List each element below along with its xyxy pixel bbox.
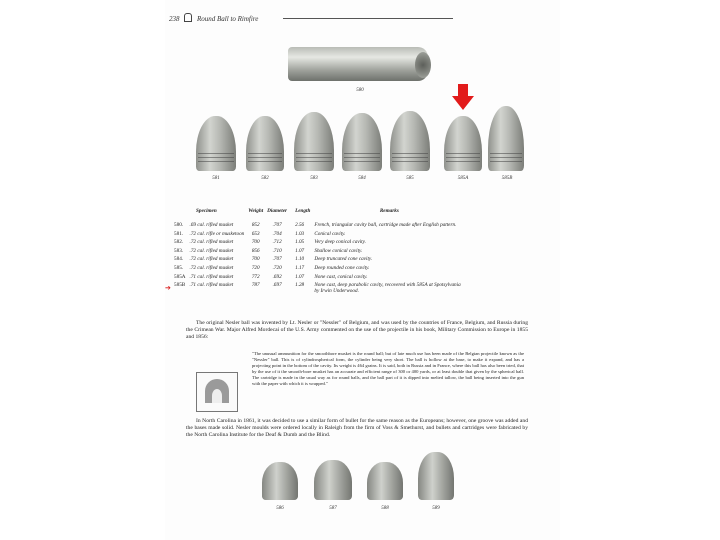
header-diameter: Diameter: [267, 208, 288, 214]
caption-580: 580: [356, 88, 364, 93]
cell-weight: 856: [251, 247, 260, 254]
cell-description: .72 cal. rifle or musketoon: [189, 230, 245, 237]
caption-585: 585: [406, 176, 414, 181]
bullet-587-image: [314, 460, 352, 500]
caption-587: 587: [329, 506, 337, 511]
cell-weight: 700: [251, 256, 260, 263]
cell-specimen-id: 585.: [174, 264, 184, 271]
cell-remarks: None cast, deep parabolic cavity, recovered with 585A at Spotsylvania by Irwin Underwood.: [314, 282, 461, 295]
cell-description: .71 cal. rifled musket: [189, 273, 234, 280]
closing-paragraph: In North Carolina in 1861, it was decided to use a similar form of bullet for the same reason as the Europeans; however, one groove was added and the bases made solid. Nesler moulds were ordered locally in Raleigh from the firm of Voss & Smethurst, and bullets and cartridges were fabricated by the North Carolina Institute for the Deaf & Dumb and the Blind.: [186, 418, 528, 438]
cell-description: .69 cal. rifled musket: [189, 222, 234, 228]
cell-diameter: .704: [272, 230, 282, 237]
header-specimen: Specimen: [196, 208, 217, 214]
cell-diameter: .707: [272, 222, 282, 228]
cell-specimen-id: 585A: [174, 273, 186, 280]
running-title: Round Ball to Rimfire: [197, 15, 259, 23]
cell-diameter: .712: [272, 239, 282, 246]
cell-diameter: .697: [272, 282, 282, 289]
caption-586: 586: [276, 506, 284, 511]
mordecai-quote: "The unusual ammunition for the smoothbore musket is the round ball; but of late much use has been made of the Belgian projectile known as the "Nessler" ball. This is of cylindrospherical form, the cylinder being very short. The ball is hollow at the base, to make it expand, and has a projecting point in the bottom of the cavity. Its weight is 464 grains. It is said, both in Russia and in France, where this ball has also been tried, that by the use of it the smooth-bore musket has an accurate and efficient range of 300 or 400 yards, or at least double that given by the spherical ball. The cartridge is made in the usual way as for round balls, and the ball part of it is dipped into melted tallow, the ball being inserted into the gun with the paper with which it is wrapped.": [252, 351, 524, 386]
cell-weight: 700: [251, 239, 260, 246]
caption-583: 583: [310, 176, 318, 181]
header-remarks: Remarks: [379, 208, 399, 214]
bullet-588-image: [367, 462, 403, 500]
ball-cross-section: [205, 379, 229, 403]
running-header: [169, 13, 258, 23]
red-down-arrow-icon: [452, 84, 474, 110]
table-row: [172, 282, 466, 294]
cell-diameter: .710: [272, 247, 282, 254]
page-number: 238: [169, 15, 180, 23]
bullet-586-image: [262, 462, 298, 500]
caption-584: 584: [358, 176, 366, 181]
cell-remarks: French, triangular cavity ball, cartridge made after English pattern.: [314, 222, 457, 228]
cell-weight: 653: [251, 230, 260, 237]
cell-length: 1.03: [295, 230, 305, 237]
caption-588: 588: [381, 506, 389, 511]
cell-remarks: Deep truncated cone cavity.: [314, 256, 373, 263]
table-row: [172, 256, 466, 265]
cell-diameter: .692: [272, 273, 282, 280]
cell-length: 1.05: [295, 239, 305, 246]
table-row: [172, 239, 466, 248]
cell-remarks: Shallow conical cavity.: [314, 247, 363, 254]
helmet-icon: [184, 13, 192, 22]
cell-weight: 720: [251, 264, 260, 271]
cell-length: 1.07: [295, 273, 305, 280]
cell-specimen-id: 585B: [174, 282, 186, 289]
cell-length: 1.07: [295, 247, 305, 254]
table-row: [172, 265, 466, 274]
caption-585b: 585B: [501, 176, 513, 181]
cell-description: .72 cal. rifled musket: [189, 239, 234, 246]
cell-remarks: Very deep conical cavity.: [314, 239, 366, 246]
cell-specimen-id: 580.: [174, 222, 184, 228]
intro-paragraph: The original Nesler ball was invented by Lt. Nesler or "Nessler" of Belgium, and was used by the countries of France, Belgium, and Russia during the Crimean War. Major Alfred Mordecai of the U.S. Army commented on the use of the projectile in his book, Military Commission to Europe in 1855 and 1856:: [186, 320, 528, 340]
bullet-589-image: [418, 452, 454, 500]
specimen-table: [172, 208, 466, 294]
cartridge-580-end: [415, 52, 431, 78]
cell-description: .72 cal. rifled musket: [189, 264, 234, 271]
cell-specimen-id: 584.: [174, 256, 184, 263]
cell-diameter: .707: [272, 256, 282, 263]
header-weight: Weight: [248, 208, 264, 214]
table-header-row: [172, 208, 466, 222]
caption-585a: 585A: [457, 176, 469, 181]
cell-remarks: Deep rounded cone cavity.: [314, 264, 370, 271]
ball-hollow-base: [212, 389, 222, 403]
cell-length: 1.17: [295, 264, 305, 271]
cell-remarks: None cast, conical cavity.: [314, 273, 368, 280]
caption-581: 581: [212, 176, 220, 181]
row-arrow-icon: ➔: [165, 284, 171, 292]
caption-582: 582: [261, 176, 269, 181]
cell-weight: 787: [251, 282, 260, 289]
cell-description: .72 cal. rifled musket: [189, 247, 234, 254]
cell-weight: 852: [251, 222, 260, 228]
cell-specimen-id: 582.: [174, 239, 184, 246]
cell-weight: 772: [251, 273, 260, 280]
nessler-ball-diagram: [196, 372, 238, 412]
cell-description: .71 cal. rifled musket: [189, 282, 234, 289]
header-rule: [283, 18, 453, 19]
cell-remarks: Conical cavity.: [314, 230, 346, 237]
cell-diameter: .720: [272, 264, 282, 271]
cell-specimen-id: 581.: [174, 230, 184, 237]
cell-length: 2.56: [295, 222, 305, 228]
cell-length: 1.10: [295, 256, 305, 263]
table-row: [172, 274, 466, 283]
cell-specimen-id: 583.: [174, 247, 184, 254]
header-length: Length: [295, 208, 311, 214]
caption-589: 589: [432, 506, 440, 511]
table-row: [172, 222, 466, 231]
cell-description: .72 cal. rifled musket: [189, 256, 234, 263]
table-row: [172, 231, 466, 240]
cartridge-580-image: [288, 47, 428, 81]
cell-length: 1.28: [295, 282, 305, 289]
